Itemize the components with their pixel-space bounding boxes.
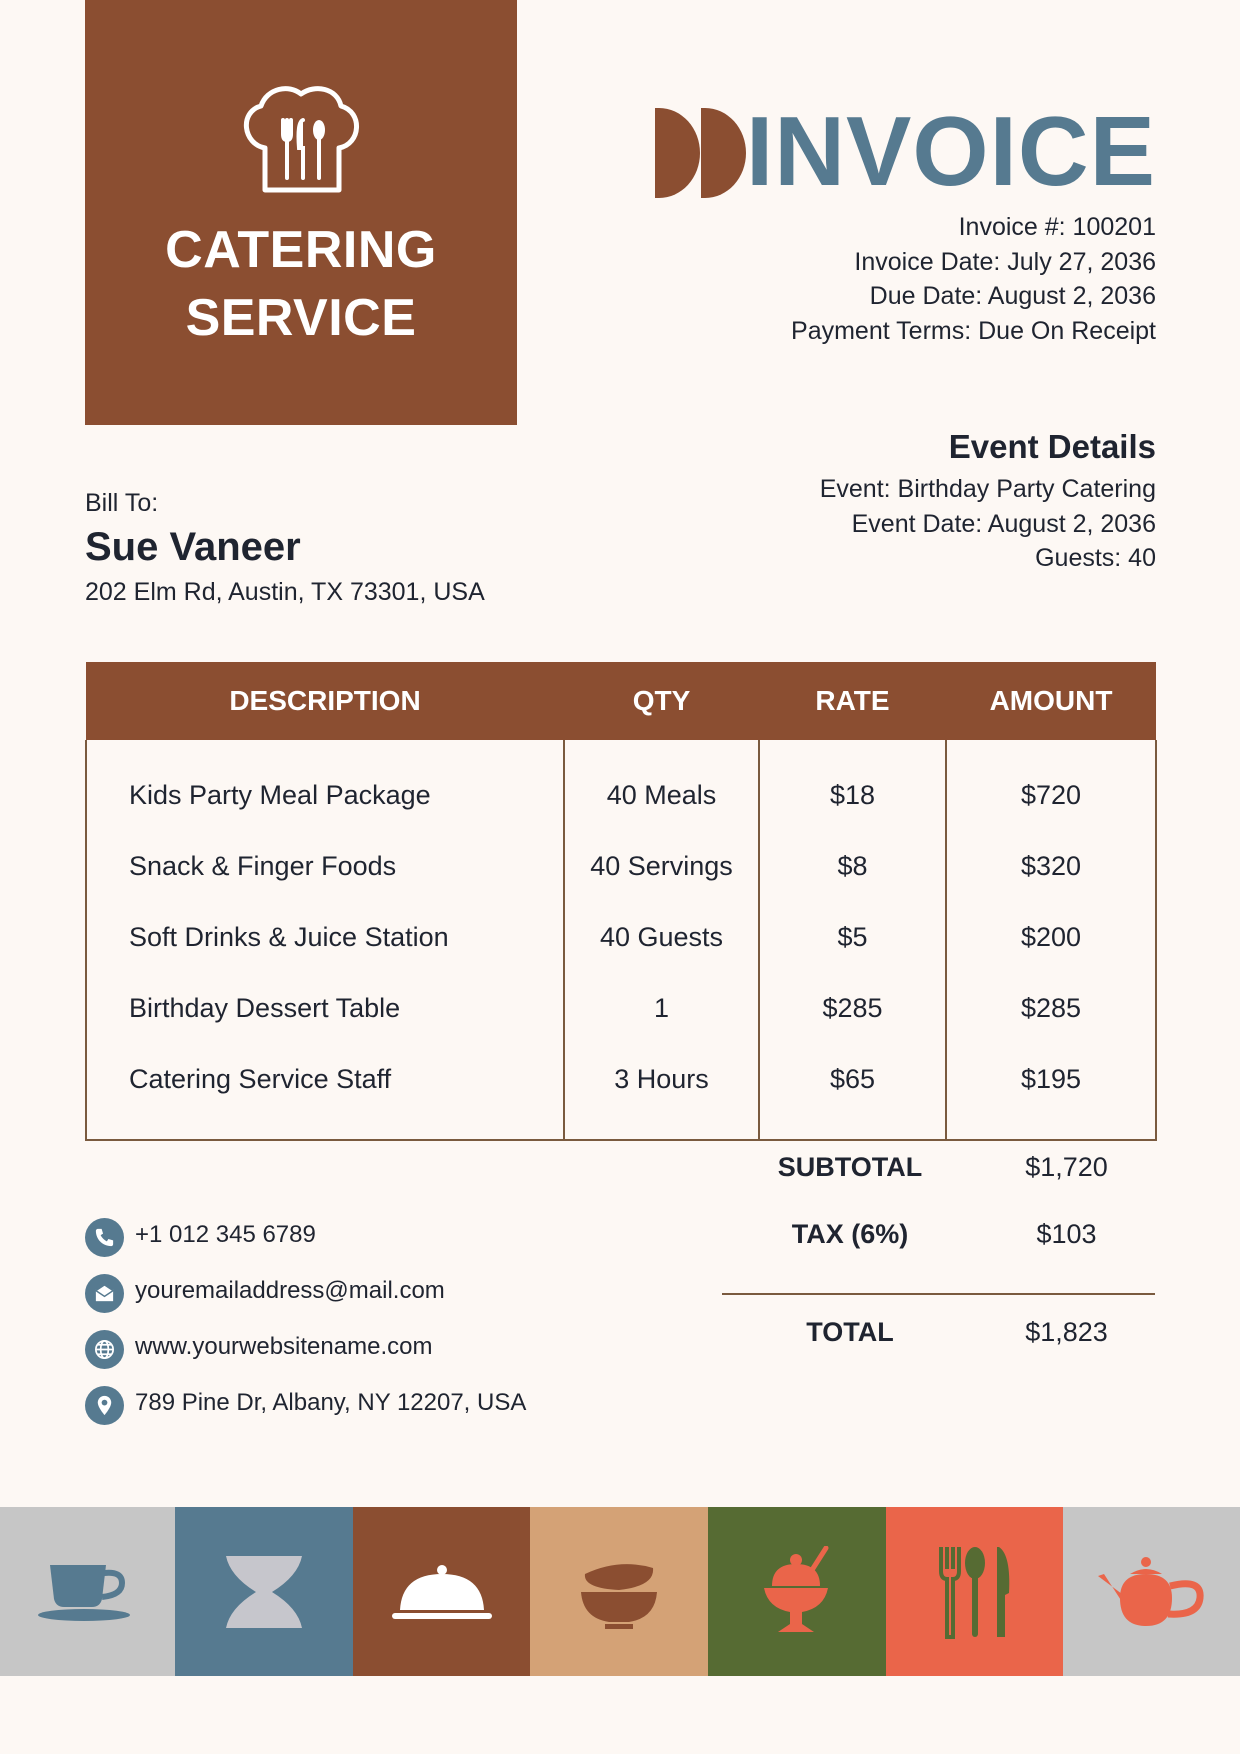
brand-name-line1: CATERING [165,221,437,279]
total-row [722,1317,1155,1384]
email-icon [85,1274,124,1313]
cutlery-icon [937,1545,1013,1639]
payment-terms: Payment Terms: Due On Receipt [791,316,1156,345]
phone-number[interactable]: +1 012 345 6789 [135,1221,316,1248]
item-qty: 3 Hours [564,1044,759,1140]
email-address[interactable]: youremailaddress@mail.com [135,1277,445,1304]
due-date: Due Date: August 2, 2036 [869,282,1156,310]
client-address: 202 Elm Rd, Austin, TX 73301, USA [85,578,485,606]
footer-tile-teapot [1063,1507,1240,1676]
table-row [86,1044,1156,1140]
map-pin-icon [85,1386,124,1425]
column-header-qty: QTY [564,662,759,740]
client-name: Sue Vaneer [85,525,301,569]
invoice-mark-icon [655,108,747,198]
tax-label: TAX (6%) [791,1219,909,1249]
totals-divider [722,1293,1155,1295]
brand-name-line2: SERVICE [185,289,417,347]
event-details [820,426,1156,576]
hourglass-icon [224,1554,304,1630]
item-description: Snack & Finger Foods [86,831,564,902]
event-date: Event Date: August 2, 2036 [851,509,1156,538]
website-url[interactable]: www.yourwebsitename.com [135,1333,433,1360]
footer-tile-bowls [530,1507,708,1676]
brand-logo-block [85,0,517,425]
table-row [86,740,1156,831]
ice-cream-sundae-icon [762,1546,832,1638]
event-name: Event: Birthday Party Catering [819,475,1156,503]
item-rate: $5 [759,902,946,973]
bowls-icon [579,1552,659,1632]
table-row [86,973,1156,1044]
food-cloche-icon [392,1562,492,1622]
business-address: 789 Pine Dr, Albany, NY 12207, USA [135,1389,527,1416]
footer-icon-strip [0,1507,1240,1676]
item-amount: $195 [946,1044,1156,1140]
item-description: Birthday Dessert Table [86,973,564,1044]
invoice-date: Invoice Date: July 27, 2036 [854,247,1156,276]
subtotal-value: $1,720 [1025,1152,1108,1182]
phone-icon [85,1218,124,1257]
teapot-icon [1096,1554,1208,1630]
item-amount: $720 [946,740,1156,831]
invoice-meta [791,210,1156,348]
item-qty: 1 [564,973,759,1044]
item-rate: $8 [759,831,946,902]
item-qty: 40 Guests [564,902,759,973]
table-header-row [86,662,1156,740]
event-guests: Guests: 40 [1035,544,1156,572]
bill-to-label: Bill To: [85,489,159,517]
item-amount: $320 [946,831,1156,902]
item-qty: 40 Servings [564,831,759,902]
item-description: Catering Service Staff [86,1044,564,1140]
event-details-heading: Event Details [948,428,1156,465]
item-qty: 40 Meals [564,740,759,831]
invoice-items-table [85,662,1157,1141]
bill-to [85,486,485,610]
item-rate: $65 [759,1044,946,1140]
column-header-rate: RATE [759,662,946,740]
total-label: TOTAL [806,1317,894,1347]
subtotal-row [722,1152,1155,1219]
teacup-icon [38,1557,138,1627]
column-header-amount: AMOUNT [946,662,1156,740]
item-amount: $200 [946,902,1156,973]
tax-row [722,1219,1155,1286]
total-value: $1,823 [1025,1317,1108,1347]
footer-tile-cutlery [886,1507,1063,1676]
item-description: Soft Drinks & Juice Station [86,902,564,973]
item-rate: $18 [759,740,946,831]
subtotal-label: SUBTOTAL [777,1152,923,1182]
chef-hat-icon [237,82,367,202]
item-rate: $285 [759,973,946,1044]
table-row [86,831,1156,902]
tax-value: $103 [1036,1219,1097,1249]
totals-section [722,1152,1155,1384]
column-header-description: DESCRIPTION [86,662,564,740]
item-amount: $285 [946,973,1156,1044]
footer-tile-teacup [0,1507,175,1676]
globe-icon [85,1330,124,1369]
invoice-number: Invoice #: 100201 [958,213,1156,241]
footer-tile-hourglass [175,1507,353,1676]
invoice-title: INVOICE [746,96,1156,206]
table-row [86,902,1156,973]
item-description: Kids Party Meal Package [86,740,564,831]
footer-tile-sundae [708,1507,886,1676]
footer-tile-cloche [353,1507,530,1676]
